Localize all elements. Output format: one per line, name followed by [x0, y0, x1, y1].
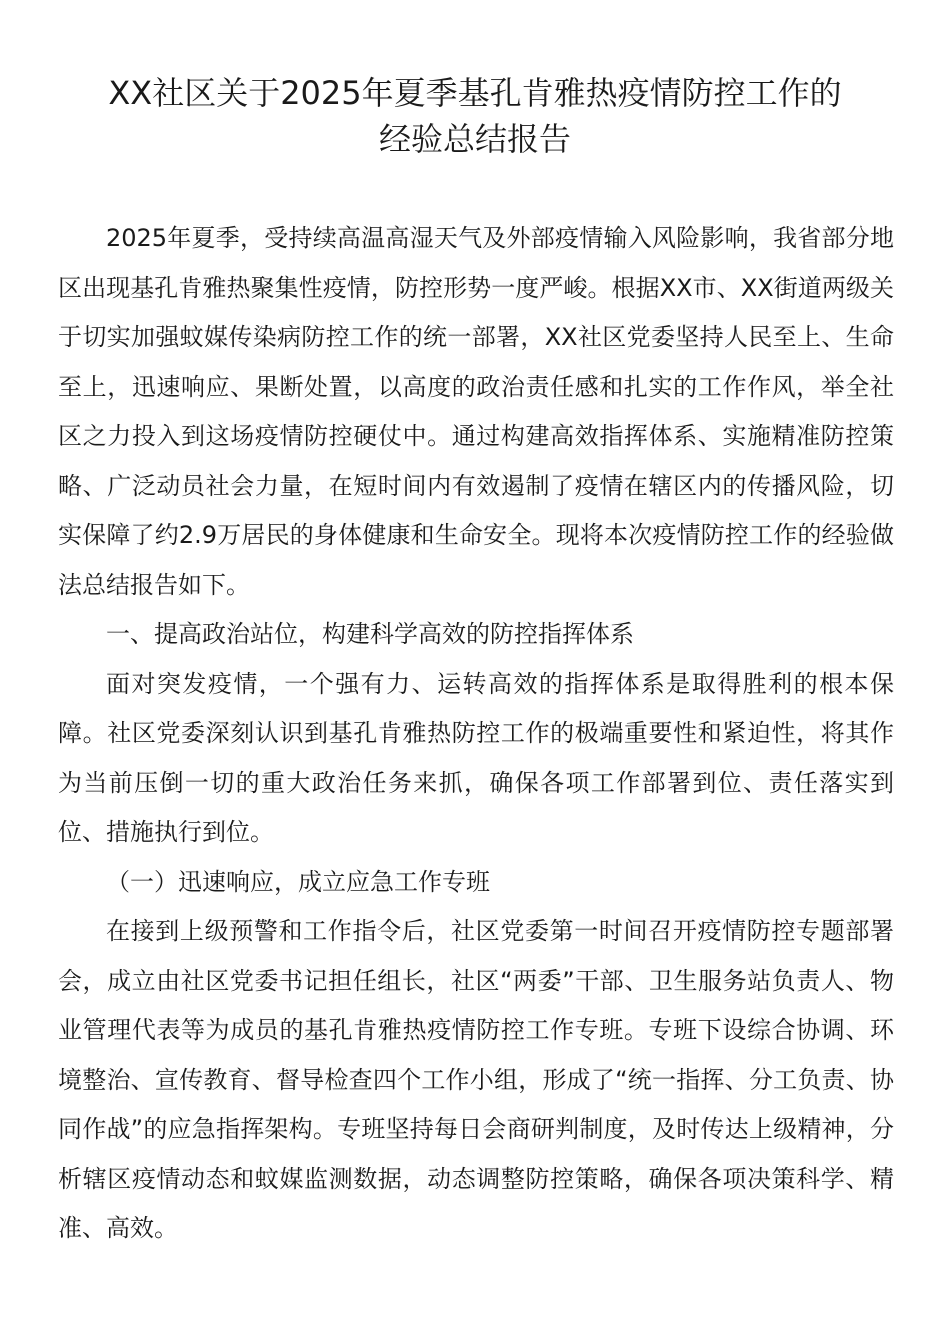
intro-paragraph: 2025年夏季，受持续高温高湿天气及外部疫情输入风险影响，我省部分地区出现基孔肯雅热聚集性疫情，防控形势一度严峻。根据XX市、XX街道两级关于切实加强蚊媒传染病防控工作的统一部署，XX社区党委坚持人民至上、生命至上，迅速响应、果断处置，以高度的政治责任感和扎实的工作作风，举全社区之力投入到这场疫情防控硬仗中。通过构建高效指挥体系、实施精准防控策略、广泛动员社会力量，在短时间内有效遏制了疫情在辖区内的传播风险，切实保障了约2.9万居民的身体健康和生命安全。现将本次疫情防控工作的经验做法总结报告如下。 — [58, 224, 894, 599]
section-1-paragraph: 面对突发疫情，一个强有力、运转高效的指挥体系是取得胜利的根本保障。社区党委深刻认识到基孔肯雅热防控工作的极端重要性和紧迫性，将其作为当前压倒一切的重大政治任务来抓，确保各项工作部署到位、责任落实到位、措施执行到位。 — [58, 669, 894, 846]
section-heading-1: 一、提高政治站位，构建科学高效的防控指挥体系 — [106, 620, 634, 648]
document-title-line-1: XX社区关于2025年夏季基孔肯雅热疫情防控工作的 — [108, 74, 842, 112]
document-title-line-2: 经验总结报告 — [378, 120, 571, 158]
subsection-heading-1: （一）迅速响应，成立应急工作专班 — [106, 867, 490, 896]
subsection-1-paragraph: 在接到上级预警和工作指令后，社区党委第一时间召开疫情防控专题部署会，成立由社区党委书记担任组长，社区“两委”干部、卫生服务站负责人、物业管理代表等为成员的基孔肯雅热疫情防控工作专班。专班下设综合协调、环境整治、宣传教育、督导检查四个工作小组，形成了“统一指挥、分工负责、协同作战”的应急指挥架构。专班坚持每日会商研判制度，及时传达上级精神，分析辖区疫情动态和蚊媒监测数据，动态调整防控策略，确保各项决策科学、精准、高效。 — [58, 917, 894, 1242]
document-body — [58, 214, 894, 1254]
